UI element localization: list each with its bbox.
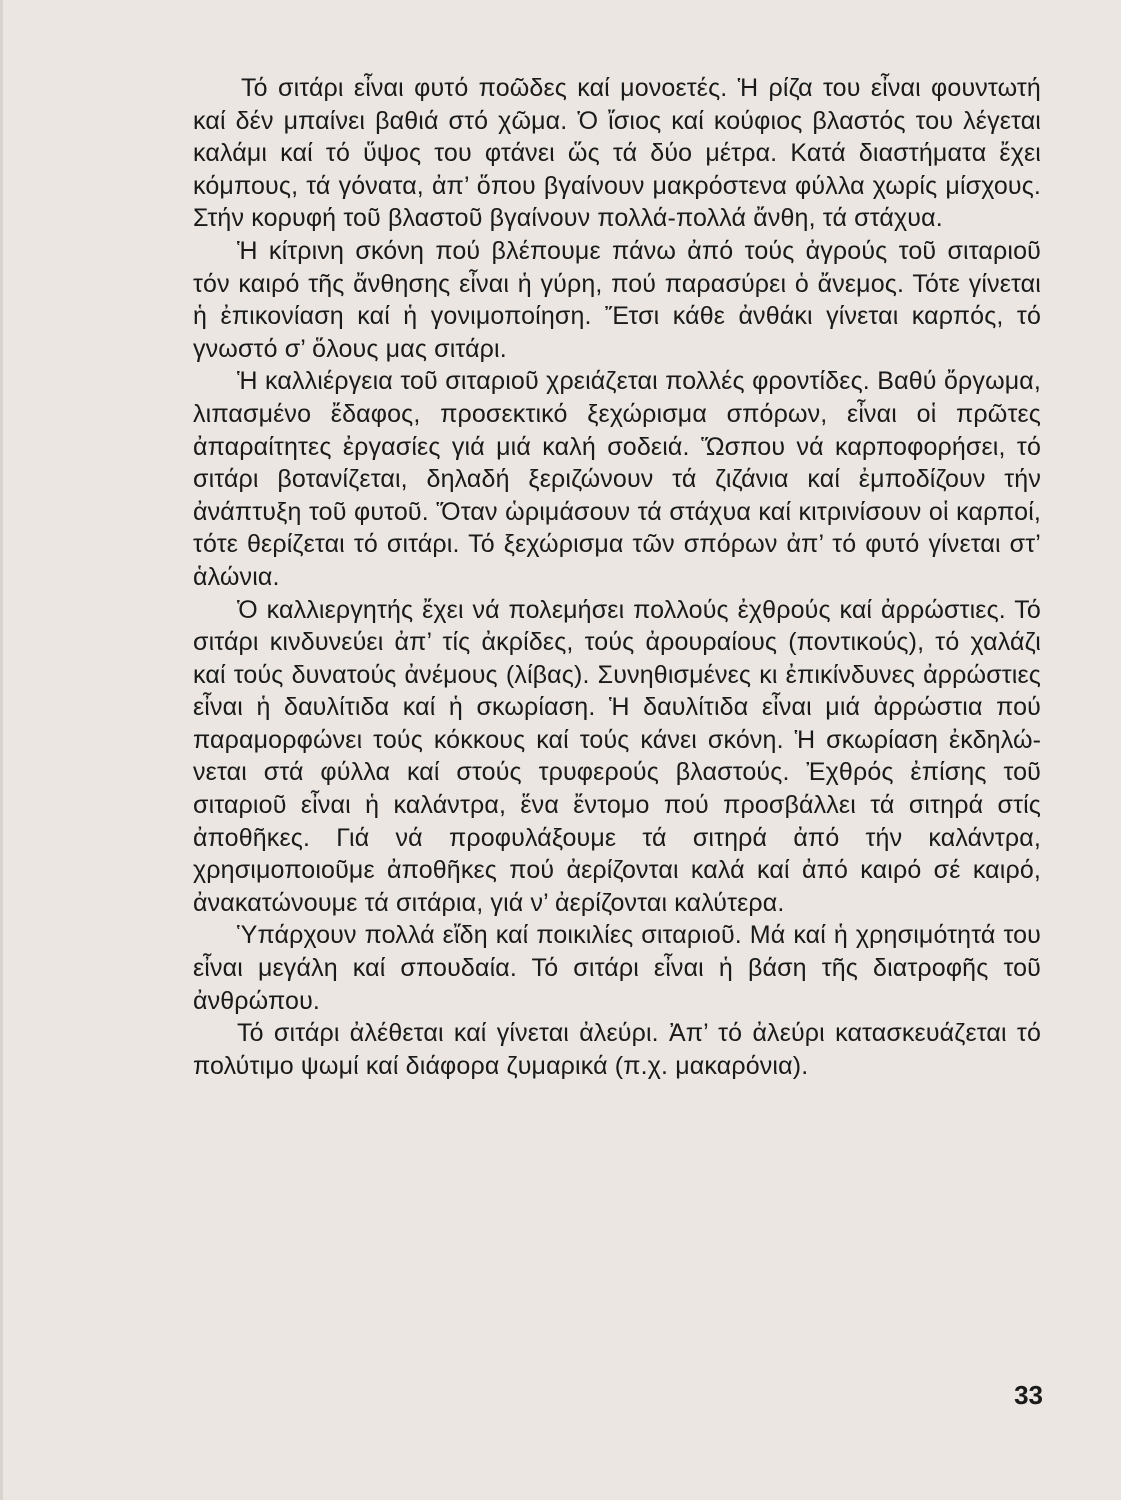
paragraph-plant-description: Τό σιτάρι εἶναι φυτό ποῶδες καί μονοετές. Ἡ ρίζα του εἶναι φουντωτή καί δέν μπαίνει βαθιά στό χῶμα. Ὁ ἴσιος καί κούφιος βλαστός του λέγεται καλάμι καί τό ὕψος του φτάνει ὥς τά δύο μέτρα. Κατά διαστήματα ἔχει κόμπους, τά γόνατα, ἀπ’ ὅπου βγαίνουν μακρόστενα φύλλα χωρίς μίσχους. Στήν κορυφή τοῦ βλαστοῦ βγαίνουν πολλά-πολλά ἄνθη, τά στάχυα. <box>193 74 1041 233</box>
paragraph-cultivation: Ἡ καλλιέργεια τοῦ σιταριοῦ χρειάζεται πολλές φροντίδες. Βαθύ ὄργωμα, λιπασμένο ἔδαφος, προσεκτικό ξεχώρισμα σπόρων, εἶναι οἱ πρῶτες ἀπαραίτητες ἐργασίες γιά μιά καλή σοδειά. Ὥσπου νά καρποφορήσει, τό σιτάρι βοτανίζεται, δηλαδή ξεριζώνουν τά ζιζάνια καί ἐμποδίζουν τήν ἀνάπτυξη τοῦ φυτοῦ. Ὅταν ὡριμάσουν τά στάχυα καί κιτρινίσουν οἱ καρποί, τότε θερίζεται τό σιτάρι. Τό ξεχώρισμα τῶν σπόρων ἀπ’ τό φυτό γίνεται στ’ ἁλώνια. <box>193 367 1041 591</box>
paragraph-varieties: Ὑπάρχουν πολλά εἴδη καί ποικιλίες σιταριοῦ. Μά καί ἡ χρησιμότητά του εἶναι μεγάλη καί σπουδαία. Τό σιτάρι εἶναι ἡ βάση τῆς διατροφῆς τοῦ ἀνθρώπου. <box>193 921 1041 1015</box>
paragraph-pollination: Ἡ κίτρινη σκόνη πού βλέπουμε πάνω ἀπό τούς ἀγρούς τοῦ σιταριοῦ τόν καιρό τῆς ἄνθησης εἶναι ἡ γύρη, πού παρασύρει ὁ ἄνεμος. Τότε γίνεται ἡ ἐπικονίαση καί ἡ γονιμοποίηση. Ἔτσι κάθε ἀνθάκι γίνεται καρπός, τό γνωστό σ’ ὅλους μας σιτάρι. <box>193 236 1041 363</box>
page-number: 33 <box>1014 1380 1043 1410</box>
paragraph-flour: Τό σιτάρι ἀλέθεται καί γίνεται ἀλεύρι. Ἀπ’ τό ἀλεύρι κατασκευάζεται τό πολύτιμο ψωμί καί διάφορα ζυμαρικά (π.χ. μακαρόνια). <box>193 1019 1041 1080</box>
body-text <box>193 72 1041 1082</box>
paragraph-enemies-diseases: Ὁ καλλιεργητής ἔχει νά πολεμήσει πολλούς ἐχθρούς καί ἀρρώστιες. Τό σιτάρι κινδυνεύει ἀπ’ τίς ἀκρίδες, τούς ἀρουραίους (ποντικούς), τό χαλάζι καί τούς δυνατούς ἀνέμους (λίβας). Συνηθισμένες κι ἐπικίνδυνες ἀρρώστιες εἶναι ἡ δαυλίτιδα καί ἡ σκωρίαση. Ἡ δαυλίτιδα εἶναι μιά ἀρρώστια πού παραμορφώνει τούς κόκκους καί τούς κάνει σκόνη. Ἡ σκωρίαση ἐκδηλώνεται στά φύλλα καί στούς τρυφερούς βλαστούς. Ἐχθρός ἐπίσης τοῦ σιταριοῦ εἶναι ἡ καλάντρα, ἕνα ἔντομο πού προσβάλλει τά σιτηρά στίς ἀποθῆκες. Γιά νά προφυλάξουμε τά σιτηρά ἀπό τήν καλάντρα, χρησιμοποιοῦμε ἀποθῆκες πού ἀερίζονται καλά καί ἀπό καιρό σέ καιρό, ἀνακατώνουμε τά σιτάρια, γιά ν’ ἀερίζονται καλύτερα. <box>193 595 1041 917</box>
